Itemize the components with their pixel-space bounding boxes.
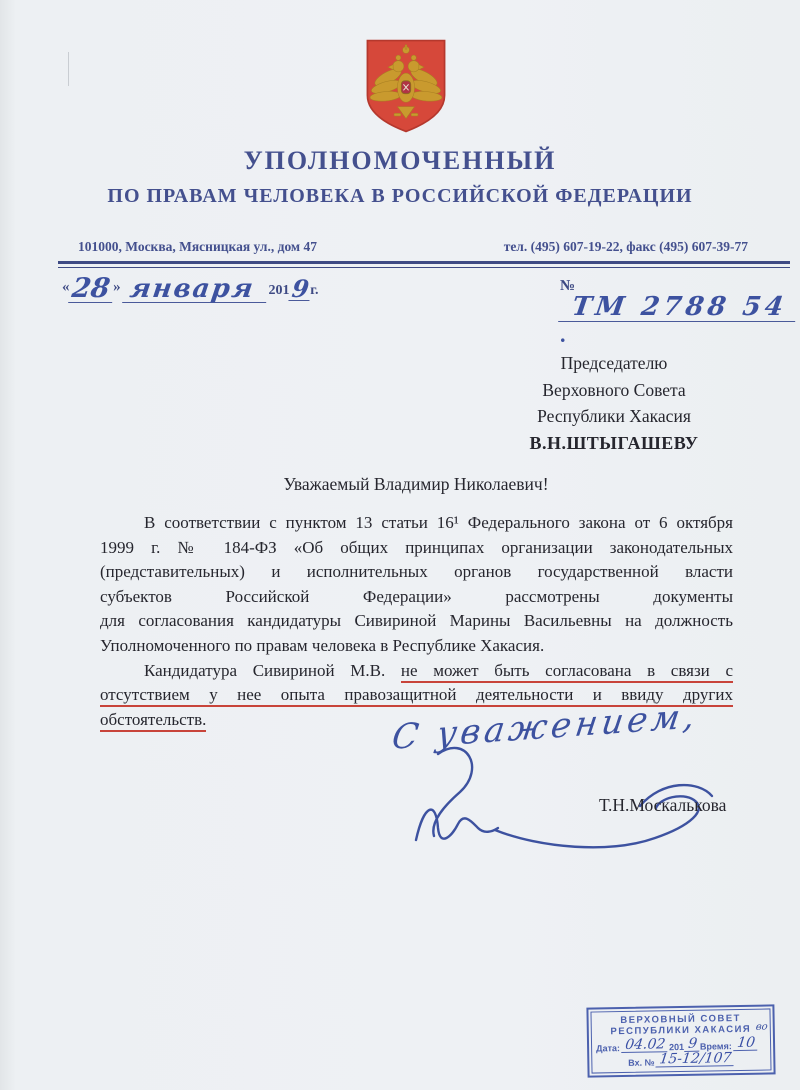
- stamp-handwritten-date: 04.02: [621, 1038, 669, 1053]
- letterhead-divider-thick: [58, 261, 790, 264]
- body-line: для согласования кандидатуры Сивириной Марины Васильевны на должность: [100, 611, 733, 631]
- body-text: Кандидатура Сивириной М.В.: [144, 660, 401, 680]
- letterhead-divider-thin: [58, 267, 790, 268]
- stamp-handwritten-time: 10: [733, 1037, 759, 1051]
- salutation: Уважаемый Владимир Николаевич!: [283, 474, 549, 494]
- stamp-time-label: Время:: [699, 1041, 732, 1052]
- stamp-inbox-label: Вх. №: [628, 1057, 655, 1068]
- handwritten-year-digit: 9: [289, 274, 311, 303]
- scan-artifact: [68, 52, 69, 86]
- recipient-line: Республики Хакасия: [537, 406, 691, 426]
- stamp-handwritten-note: во: [755, 1021, 769, 1033]
- handwritten-day: 28: [68, 276, 115, 303]
- body-line: (представительных) и исполнительных органов государственной власти: [100, 562, 733, 582]
- stamp-year-prefix: 201: [668, 1041, 685, 1053]
- org-address: 101000, Москва, Мясницкая ул., дом 47: [78, 239, 318, 254]
- stamp-handwritten-year-digit: 9: [684, 1038, 701, 1052]
- recipient-name: В.Н.ШТЫГАШЕВУ: [529, 432, 699, 453]
- stamp-handwritten-inbox-number: 15-12/107: [656, 1052, 736, 1067]
- close-quote: »: [113, 279, 121, 295]
- year-suffix: г.: [310, 283, 319, 298]
- body-line: 1999 г. № 184-ФЗ «Об общих принципах организации законодательных: [100, 537, 733, 557]
- handwritten-outgoing-number: ТМ 2788 54: [558, 295, 799, 322]
- body-line: В соответствии с пунктом 13 статьи 16¹ Федерального закона от 6 октября: [144, 513, 733, 532]
- org-title-line1: УПОЛНОМОЧЕННЫЙ: [243, 146, 557, 175]
- letter-body: [100, 511, 733, 732]
- letterhead-contact-row: [78, 239, 748, 255]
- body-line: субъектов Российской Федерации» рассмотрены документы: [100, 586, 733, 606]
- stamp-org-line1: ВЕРХОВНЫЙ СОВЕТ: [620, 1012, 742, 1027]
- body-line: [100, 659, 733, 684]
- org-title-line2: ПО ПРАВАМ ЧЕЛОВЕКА В РОССИЙСКОЙ ФЕДЕРАЦИИ: [107, 185, 693, 207]
- open-quote: «: [62, 279, 70, 295]
- printed-year: 201: [268, 283, 290, 298]
- handwritten-closing: С уважением,: [389, 696, 702, 758]
- stamp-inbox-row: [596, 1052, 766, 1069]
- russia-coat-of-arms-icon: [363, 38, 449, 134]
- number-dot: .: [560, 322, 566, 347]
- registration-stamp: [586, 1004, 775, 1077]
- red-underlined-text: обстоятельств.: [100, 710, 206, 732]
- stamp-org-line2: РЕСПУБЛИКИ ХАКАСИЯ: [610, 1023, 752, 1038]
- recipient-line: Верховного Совета: [542, 379, 686, 400]
- red-underlined-text: не может быть согласована в связи с: [401, 661, 733, 683]
- recipient-line: Председателю: [560, 353, 668, 373]
- body-line: Уполномоченного по правам человека в Республике Хакасия.: [100, 635, 545, 655]
- stamp-inner-border: [590, 1008, 771, 1073]
- signer-name: Т.Н.Москалькова: [599, 795, 727, 815]
- number-label: №: [560, 278, 576, 294]
- handwritten-month: января: [122, 276, 270, 303]
- red-underlined-text: отсутствием у нее опыта правозащитной деятельности и ввиду других: [100, 685, 733, 707]
- org-phone-fax: тел. (495) 607-19-22, факс (495) 607-39-77: [503, 239, 748, 254]
- stamp-date-label: Дата:: [596, 1043, 621, 1054]
- outgoing-number-line: [560, 278, 800, 348]
- date-line: [62, 273, 319, 304]
- recipient-block: [468, 350, 760, 456]
